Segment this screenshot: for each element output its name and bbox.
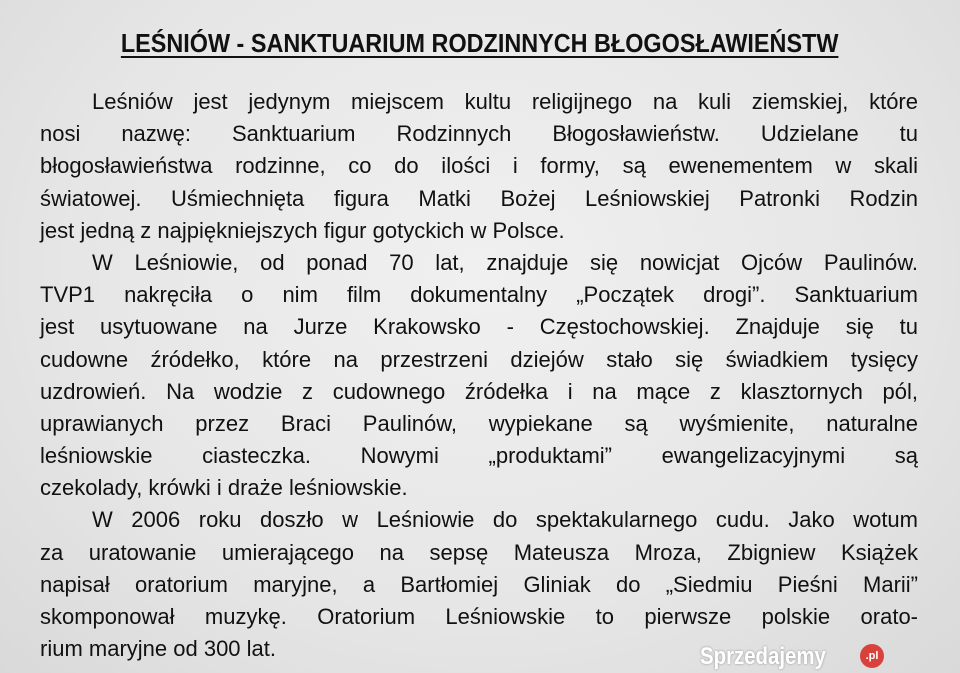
text-line: nosi nazwę: Sanktuarium Rodzinnych Błogosławieństw. Udzielane tu <box>40 121 918 147</box>
watermark-logo: Sprzedajemy <box>700 643 826 670</box>
text-line: leśniowskie ciasteczka. Nowymi „produktami” ewangelizacyjnymi są <box>40 443 918 469</box>
title-text: LEŚNIÓW - SANKTUARIUM RODZINNYCH BŁOGOSŁAWIEŃSTW <box>121 28 839 58</box>
text-line: jest jedną z najpiękniejszych figur gotyckich w Polsce. <box>40 217 565 243</box>
page-title <box>40 28 920 59</box>
text-line: skomponował muzykę. Oratorium Leśniowskie to pierwsze polskie orato- <box>40 604 918 629</box>
text-line: cudowne źródełko, które na przestrzeni dziejów stało się świadkiem tysięcy <box>40 346 918 372</box>
text-line: napisał oratorium maryjne, a Bartłomiej Gliniak do „Siedmiu Pieśni Marii” <box>40 571 918 597</box>
document-body <box>40 86 918 665</box>
text-line: uzdrowień. Na wodzie z cudownego źródełka i na mące z klasztornych pól, <box>40 378 918 404</box>
text-line: uprawianych przez Braci Paulinów, wypiekane są wyśmienite, naturalne <box>40 410 918 436</box>
text-line: światowej. Uśmiechnięta figura Matki Bożej Leśniowskiej Patronki Rodzin <box>40 185 918 211</box>
text-line: błogosławieństwa rodzinne, co do ilości i formy, są ewenementem w skali <box>40 153 918 179</box>
text-line: Leśniów jest jedynym miejscem kultu religijnego na kuli ziemskiej, które <box>92 89 918 114</box>
text-line: W Leśniowie, od ponad 70 lat, znajduje się nowicjat Ojców Paulinów. <box>92 249 918 275</box>
text-line: rium maryjne od 300 lat. <box>40 636 276 662</box>
watermark-badge: .pl <box>860 644 884 668</box>
text-line: TVP1 nakręciła o nim film dokumentalny „Początek drogi”. Sanktuarium <box>40 282 918 308</box>
text-line: W 2006 roku doszło w Leśniowie do spektakularnego cudu. Jako wotum <box>92 507 918 533</box>
text-line: czekolady, krówki i draże leśniowskie. <box>40 475 408 501</box>
text-line: za uratowanie umierającego na sepsę Mateusza Mroza, Zbigniew Książek <box>40 539 918 565</box>
text-line: jest usytuowane na Jurze Krakowsko - Częstochowskiej. Znajduje się tu <box>40 314 918 340</box>
